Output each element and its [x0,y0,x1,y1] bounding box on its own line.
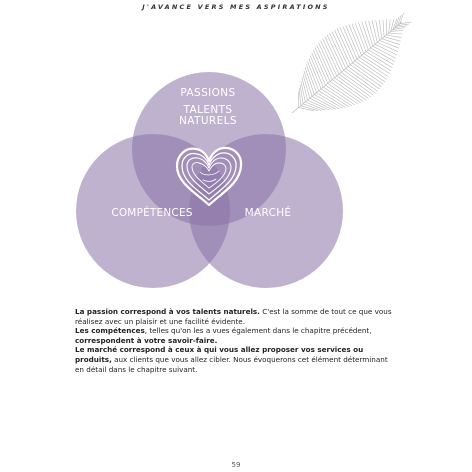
feather-barb [352,24,364,54]
feather-barb [327,35,344,71]
feather-barb [337,29,352,63]
feather-barb [328,83,358,104]
paragraph-competences-bold-end: correspondent à votre savoir-faire. [75,335,218,345]
feather-barb [332,80,363,102]
feather-barb [391,30,403,31]
feather-barb [364,54,391,71]
feather-barb [335,78,366,100]
feather-barb [339,74,371,97]
feather-barb [310,56,323,88]
feather-barb [321,41,337,76]
feather-barb [312,96,336,109]
feather-barb [362,55,390,73]
feather-barb [337,76,369,99]
paragraph-marche [75,345,395,374]
feather-barb [379,20,382,39]
feather-barb [312,53,326,85]
feather-barb [326,85,355,105]
label-competences: COMPÉTENCES [111,207,193,219]
feather-barb [335,30,351,65]
running-header: J'AVANCE VERS MES ASPIRATIONS [142,3,330,11]
paragraph-competences [75,326,395,345]
paragraph-passion [75,307,395,326]
feather-barb [373,46,396,58]
feather-barb [340,27,355,61]
paragraph-competences-mid: , telles qu'on les a vues également dans le chapitre précédent, [144,326,372,336]
feather-barb [313,50,328,83]
feather-barb [371,48,395,62]
feather-barb [349,24,362,55]
feather-barb [301,81,305,102]
feather-barb [386,35,401,38]
feather-barb [382,39,400,45]
feather-barb [317,45,333,80]
feather-barb [330,33,346,69]
paragraph-marche-rest: aux clients que vous allez cibler. Nous évoquerons cet élément déterminant en détail dans le chapitre suivant. [75,354,388,374]
feather-barb [346,69,378,92]
page-number: 59 [231,461,241,469]
feather-barb [332,31,348,66]
feather-barb [348,67,380,90]
feather-barb [344,70,376,93]
label-talents-line1: TALENTS [183,104,233,116]
paragraph-marche-bold: Le marché correspond à ceux à qui vous allez proposer vos services ou produits, [75,345,364,364]
feather-icon [292,13,411,113]
paragraph-competences-bold: Les compétences [75,326,145,336]
label-talents-line2: NATURELS [179,115,237,127]
feather-barb [369,21,376,45]
feather-barb [383,20,384,37]
feather-barb [306,64,316,92]
label-marche: MARCHÉ [244,207,292,219]
feather-barb [305,68,314,95]
feather-barb [330,82,361,103]
paragraph-passion-bold: La passion correspond à vos talents naturels. [75,307,260,316]
feather-barb [380,41,399,49]
paragraph-passion-rest: C'est la somme de tout ce que vous réalisez avec un plaisir et une facilité évidente. [75,307,392,326]
feather-barb [299,88,301,106]
feather-barb [315,48,330,82]
label-passions: PASSIONS [180,87,236,99]
feather-barb [389,20,391,34]
feather-barb [325,37,342,73]
feather-barb [355,23,366,52]
feather-barb [305,102,325,110]
feather-barb [341,72,373,95]
body-text [75,307,395,374]
feather-barb [389,33,403,34]
feather-barb [350,65,381,87]
